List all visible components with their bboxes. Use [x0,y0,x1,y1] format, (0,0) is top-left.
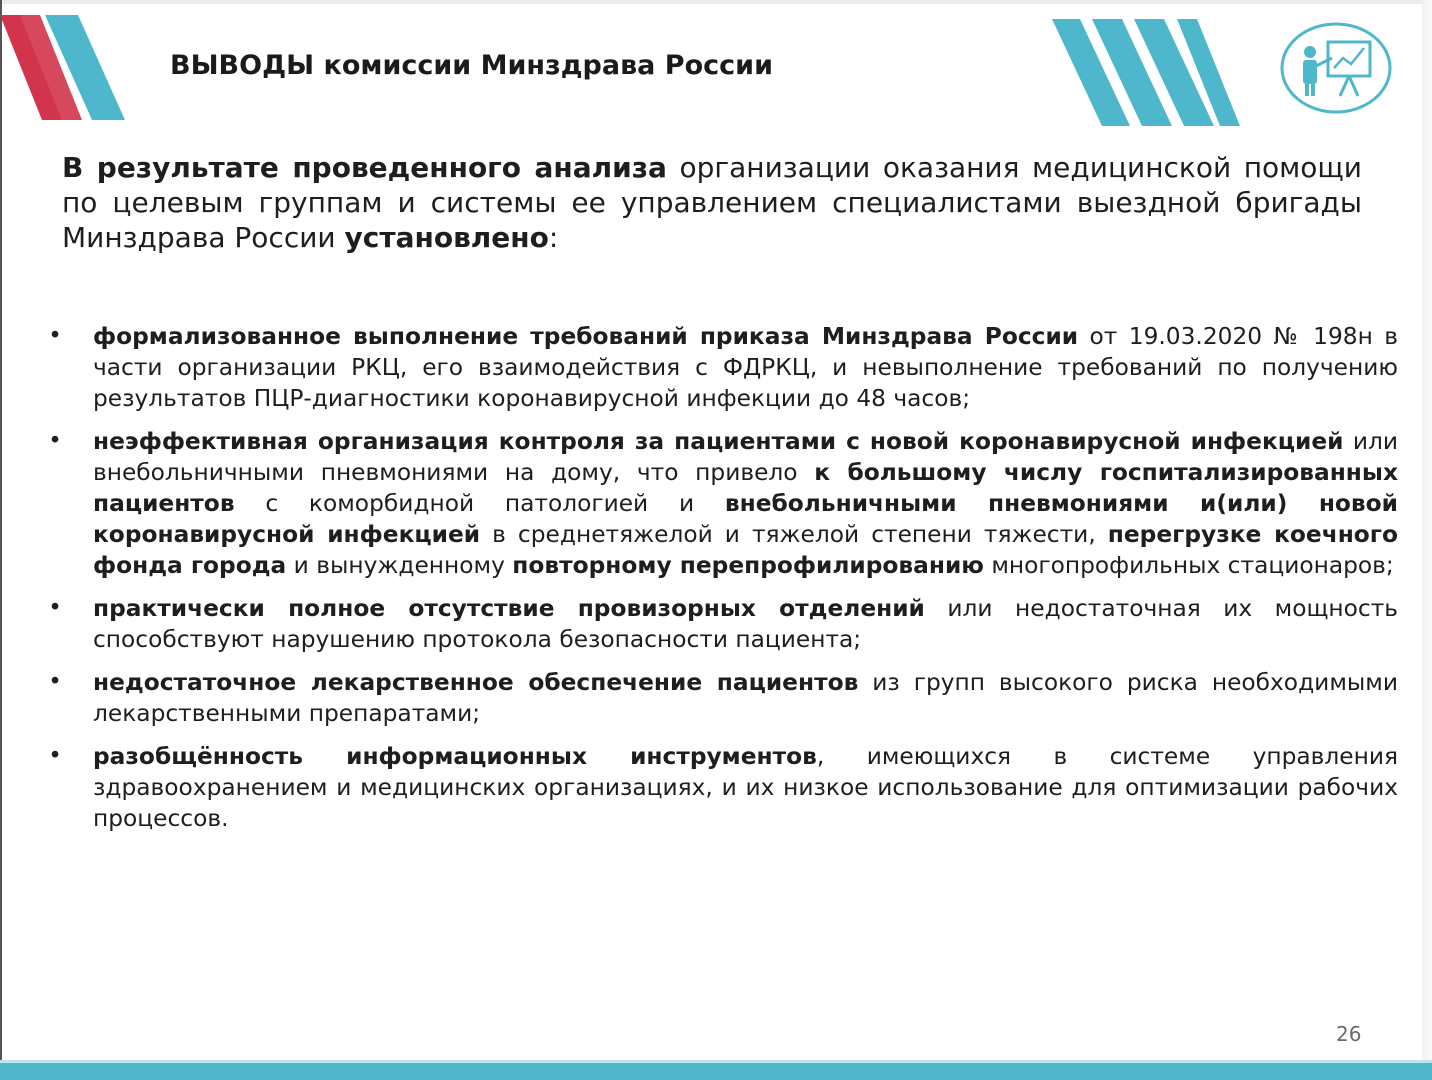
intro-colon: : [548,221,559,254]
page-number: 26 [1336,1022,1362,1046]
footer-bar [0,1063,1432,1080]
list-item [45,741,1398,834]
decorative-stripes-right [1052,14,1252,129]
presenter-chart-icon [1280,14,1396,114]
bullet-text: от 19.03.2020 № 198н в части организации РКЦ, его взаимодействия с ФДРКЦ, и невыполнение требований по получению результатов ПЦР-диагностики коронавирусной инфекции до 48 часов; [93,323,1398,412]
list-item [45,667,1398,729]
left-edge [0,0,2,1080]
bullet-text: и вынужденному [286,552,513,579]
bullet-icon: • [48,743,62,769]
bullet-text: из групп высокого риска необходимыми лекарственными препаратами; [93,669,1398,727]
bullet-text: или недостаточная их мощность способствуют нарушению протокола безопасности пациента; [93,595,1398,653]
intro-bold-established: установлено [344,221,549,254]
list-item [45,593,1398,655]
bullet-bold-text: повторному перепрофилированию [512,552,984,579]
bullet-icon: • [48,323,62,349]
bullet-icon: • [48,428,62,454]
bullet-icon: • [48,669,62,695]
list-item [45,426,1398,581]
bullet-text: или внебольничными пневмониями на дому, что привело [93,428,1398,486]
bullet-text: , имеющихся в системе управления здравоохранением и медицинских организациях, и их низкое использование для оптимизации рабочих процессов. [93,743,1399,832]
bullet-bold-text: неэффективная организация контроля за пациентами с новой коронавирусной инфекцией [93,428,1344,455]
intro-text: организации оказания медицинской помощи по целевым группам и системы ее управлением специалистами выездной бригады Минздрава России [62,151,1363,254]
bullet-text: в среднетяжелой и тяжелой степени тяжести, [480,521,1108,548]
bullet-bold-text: перегрузке коечного фонда города [93,521,1398,579]
bullet-bold-text: разобщённость информационных инструментов [93,743,817,770]
right-edge [1422,0,1432,1080]
intro-bold-lead: В результате проведенного анализа [62,151,667,184]
bullet-text: с коморбидной патологией и [234,490,725,517]
bullet-bold-text: практически полное отсутствие провизорных отделений [93,595,925,622]
intro-paragraph [62,150,1362,255]
top-edge [0,0,1432,4]
bullet-icon: • [48,595,62,621]
list-item [45,321,1398,414]
bullet-bold-text: недостаточное лекарственное обеспечение пациентов [93,669,859,696]
bullet-bold-text: внебольничными пневмониями и(или) новой коронавирусной инфекцией [93,490,1398,548]
slide-title: ВЫВОДЫ комиссии Минздрава России [170,50,773,81]
bullet-bold-text: формализованное выполнение требований приказа Минздрава России [93,323,1079,350]
findings-list [45,321,1398,846]
bullet-text: многопрофильных стационаров; [983,552,1394,579]
bullet-bold-text: к большому числу госпитализированных пациентов [93,459,1398,517]
decorative-stripes-left [0,0,140,125]
